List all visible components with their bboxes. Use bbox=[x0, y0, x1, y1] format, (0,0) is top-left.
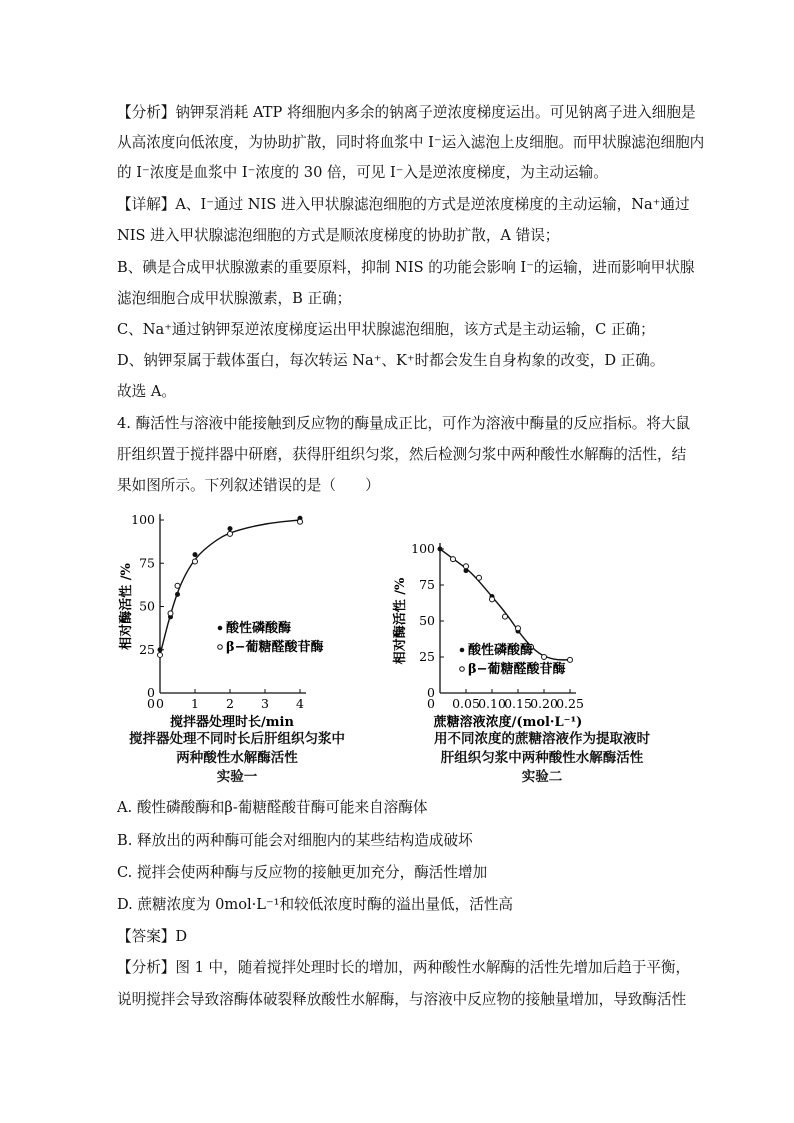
x-tick-label: 0.20 bbox=[530, 696, 558, 711]
x-tick-label: 0.15 bbox=[504, 696, 532, 711]
detail-line-1: 【详解】A、I⁻通过 NIS 进入甲状腺滤泡细胞的方式是逆浓度梯度的主动运输，Na⁺通过 bbox=[117, 196, 690, 213]
point-glucuronidase bbox=[158, 652, 163, 657]
x-tick-label: 4 bbox=[296, 696, 304, 711]
x-tick-label: 2 bbox=[226, 696, 234, 711]
point-acid-phosphatase bbox=[228, 526, 233, 531]
x-tick-label: 1 bbox=[191, 696, 199, 711]
point-glucuronidase bbox=[175, 583, 180, 588]
chart-experiment-2 bbox=[382, 508, 672, 738]
legend-label-glucuronidase: β−葡糖醛酸苷酶 bbox=[468, 662, 566, 677]
y-tick-label: 0 bbox=[427, 685, 435, 700]
analysis-line-2: 从高浓度向低浓度，为协助扩散，同时将血浆中 I⁻运入滤泡上皮细胞。而甲状腺滤泡细胞内 bbox=[117, 134, 705, 151]
detail-line-6: D、钠钾泵属于载体蛋白，每次转运 Na⁺、K⁺时都会发生自身构象的改变，D 正确。 bbox=[117, 352, 665, 369]
caption-2-line-2: 肝组织匀浆中两种酸性水解酶活性 bbox=[440, 750, 644, 766]
caption-experiment-1 bbox=[112, 730, 362, 787]
y-tick-label: 100 bbox=[411, 541, 435, 556]
legend-marker-open bbox=[460, 667, 465, 672]
point-acid-phosphatase bbox=[438, 547, 443, 552]
option-a: A. 酸性磷酸酶和β-葡糖醛酸苷酶可能来自溶酶体 bbox=[117, 799, 428, 816]
detail-line-2: NIS 进入甲状腺滤泡细胞的方式是顺浓度梯度的协助扩散，A 错误； bbox=[117, 227, 560, 244]
legend-marker-filled bbox=[460, 648, 465, 653]
x-tick-label: 0.10 bbox=[478, 696, 506, 711]
x-axis-label: 蔗糖溶液浓度/(mol·L⁻¹) bbox=[433, 715, 583, 730]
answer-line: 【答案】D bbox=[117, 928, 188, 945]
point-glucuronidase bbox=[477, 575, 482, 580]
point-glucuronidase bbox=[451, 557, 456, 562]
detail-line-4: 滤泡细胞合成甲状腺激素，B 正确； bbox=[117, 290, 352, 307]
analysis-line-3: 的 I⁻浓度是血浆中 I⁻浓度的 30 倍，可见 I⁻入是逆浓度梯度，为主动运输。 bbox=[117, 164, 608, 181]
x-tick-label: 0 bbox=[156, 696, 164, 711]
experiment-figure bbox=[112, 508, 672, 786]
question-line-2: 肝组织置于搅拌器中研磨，获得肝组织匀浆，然后检测匀浆中两种酸性水解酶的活性，结 bbox=[117, 446, 687, 463]
point-glucuronidase bbox=[464, 564, 469, 569]
conclusion-line: 故选 A。 bbox=[117, 383, 176, 400]
y-tick-label: 50 bbox=[139, 598, 155, 614]
point-glucuronidase bbox=[568, 657, 573, 662]
point-acid-phosphatase bbox=[175, 592, 180, 597]
y-tick-label: 50 bbox=[419, 613, 435, 628]
option-b: B. 释放出的两种酶可能会对细胞内的某些结构造成破坏 bbox=[117, 832, 473, 849]
caption-1-line-2: 两种酸性水解酶活性 bbox=[176, 750, 298, 766]
origin-label: 0 bbox=[147, 696, 155, 711]
point-glucuronidase bbox=[298, 519, 303, 524]
x-axis-label: 搅拌器处理时长/min bbox=[170, 715, 294, 730]
caption-2-line-3: 实验二 bbox=[521, 769, 563, 785]
caption-2-line-1: 用不同浓度的蔗糖溶液作为提取液时 bbox=[434, 731, 650, 747]
y-tick-label: 100 bbox=[131, 512, 155, 527]
analysis-line-1: 【分析】钠钾泵消耗 ATP 将细胞内多余的钠离子逆浓度梯度运出。可见钠离子进入细胞是 bbox=[117, 104, 696, 121]
chart-experiment-1 bbox=[112, 508, 392, 738]
option-d: D. 蔗糖浓度为 0mol·L⁻¹和较低浓度时酶的溢出量低，活性高 bbox=[117, 896, 514, 913]
x-tick-label: 3 bbox=[261, 696, 269, 711]
caption-experiment-2 bbox=[412, 730, 672, 787]
y-tick-label: 0 bbox=[147, 685, 155, 700]
detail-line-5: C、Na⁺通过钠钾泵逆浓度梯度运出甲状腺滤泡细胞，该方式是主动运输，C 正确； bbox=[117, 321, 655, 338]
legend-label-acid-phosphatase: 酸性磷酸酶 bbox=[468, 643, 534, 658]
point-glucuronidase bbox=[516, 626, 521, 631]
y-tick-label: 25 bbox=[139, 641, 155, 657]
legend-marker-filled bbox=[218, 626, 223, 631]
y-tick-label: 75 bbox=[139, 555, 155, 571]
x-tick-label: 0.05 bbox=[452, 696, 480, 711]
question-line-1: 4. 酶活性与溶液中能接触到反应物的酶量成正比，可作为溶液中酶量的反应指标。将大鼠 bbox=[117, 415, 691, 432]
y-tick-label: 75 bbox=[419, 577, 435, 592]
y-axis-label: 相对酶活性 /% bbox=[393, 577, 408, 665]
y-tick-label: 25 bbox=[419, 649, 435, 664]
point-glucuronidase bbox=[503, 614, 508, 619]
point-glucuronidase bbox=[228, 531, 233, 536]
y-axis-label: 相对酶活性 /% bbox=[119, 563, 134, 650]
point-glucuronidase bbox=[193, 559, 198, 564]
point-acid-phosphatase bbox=[193, 552, 198, 557]
x-tick-label: 0.25 bbox=[556, 696, 584, 711]
point-glucuronidase bbox=[490, 597, 495, 602]
option-c: C. 搅拌会使两种酶与反应物的接触更加充分，酶活性增加 bbox=[117, 864, 488, 881]
origin-label: 0 bbox=[427, 696, 435, 711]
legend-label-glucuronidase: β−葡糖醛酸苷酶 bbox=[226, 640, 324, 655]
caption-1-line-3: 实验一 bbox=[216, 769, 258, 785]
detail-line-3: B、碘是合成甲状腺激素的重要原料，抑制 NIS 的功能会影响 I⁻的运输，进而影响甲状腺 bbox=[117, 259, 695, 276]
final-analysis-line-2: 说明搅拌会导致溶酶体破裂释放酸性水解酶，与溶液中反应物的接触量增加，导致酶活性 bbox=[117, 991, 687, 1008]
final-analysis-line-1: 【分析】图 1 中，随着搅拌处理时长的增加，两种酸性水解酶的活性先增加后趋于平衡， bbox=[117, 959, 691, 976]
point-acid-phosphatase bbox=[158, 647, 163, 652]
legend-marker-open bbox=[218, 645, 223, 650]
question-line-3: 果如图所示。下列叙述错误的是（ ） bbox=[117, 477, 380, 494]
caption-1-line-1: 搅拌器处理不同时长后肝组织匀浆中 bbox=[129, 731, 345, 747]
point-glucuronidase bbox=[542, 655, 547, 660]
legend-label-acid-phosphatase: 酸性磷酸酶 bbox=[226, 621, 292, 636]
point-glucuronidase bbox=[168, 611, 173, 616]
